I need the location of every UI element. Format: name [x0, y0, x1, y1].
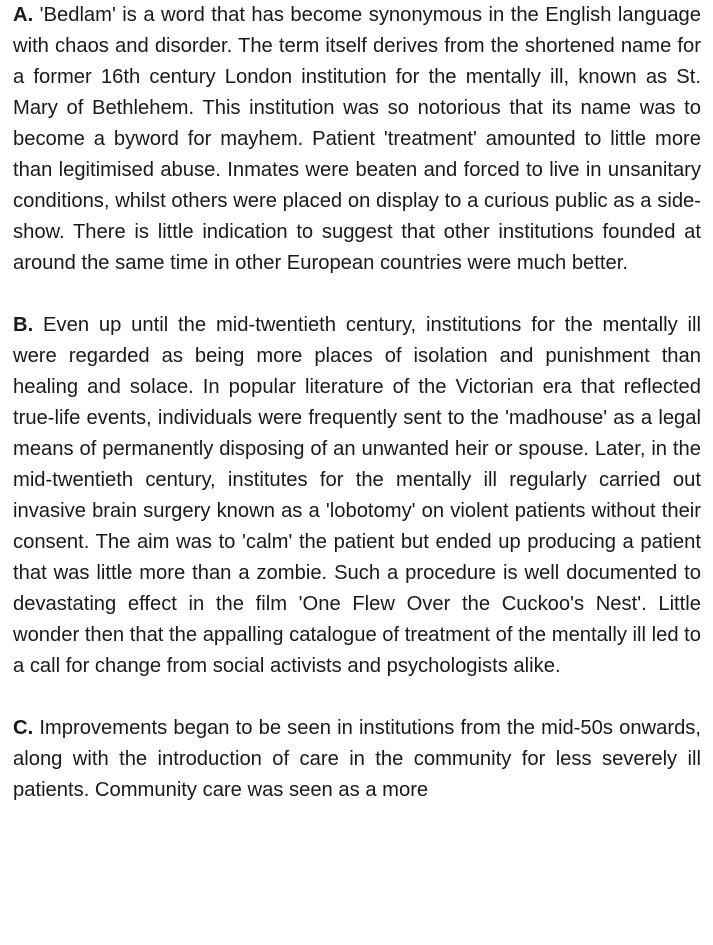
paragraph-b: [13, 310, 701, 682]
paragraph-b-text: Even up until the mid-twentieth century, institutions for the mentally ill were regarded as being more places of isolation and punishment than healing and solace. In popular literature of the Victorian era that reflected true-life events, individuals were frequently sent to the 'madhouse' as a legal means of permanently disposing of an unwanted heir or spouse. Later, in the mid-twentieth century, institutes for the mentally ill regularly carried out invasive brain surgery known as a 'lobotomy' on violent patients without their consent. The aim was to 'calm' the patient but ended up producing a patient that was little more than a zombie. Such a procedure is well documented to devastating effect in the film 'One Flew Over the Cuckoo's Nest'. Little wonder then that the appalling catalogue of treatment of the mentally ill led to a call for change from social activists and psychologists alike.: [13, 314, 701, 677]
paragraph-c-letter: C.: [13, 717, 34, 739]
paragraph-a-letter: A.: [13, 4, 34, 26]
paragraph-a: [13, 0, 701, 279]
paragraph-a-text: 'Bedlam' is a word that has become synonymous in the English language with chaos and disorder. The term itself derives from the shortened name for a former 16th century London institution for the mentally ill, known as St. Mary of Bethlehem. This institution was so notorious that its name was to become a byword for mayhem. Patient 'treatment' amounted to little more than legitimised abuse. Inmates were beaten and forced to live in unsanitary conditions, whilst others were placed on display to a curious public as a side-show. There is little indication to suggest that other institutions founded at around the same time in other European countries were much better.: [13, 4, 701, 274]
paragraph-b-letter: B.: [13, 314, 34, 336]
paragraph-c: [13, 713, 701, 806]
document-page: [13, 0, 701, 806]
paragraph-c-text: Improvements began to be seen in institutions from the mid-50s onwards, along with the introduction of care in the community for less severely ill patients. Community care was seen as a more: [13, 717, 701, 801]
